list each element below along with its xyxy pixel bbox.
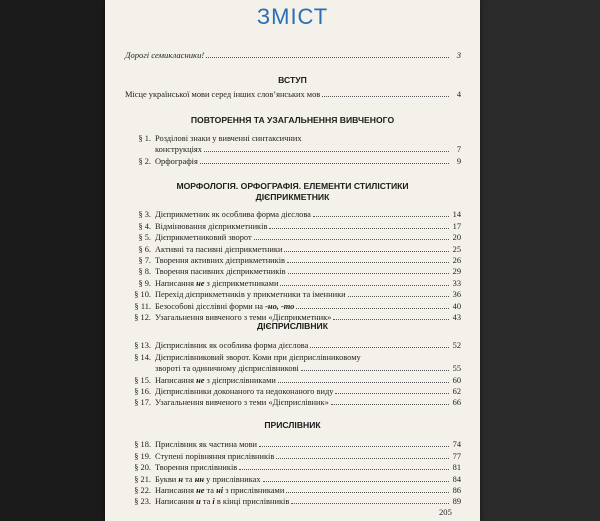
leader-dots bbox=[200, 163, 449, 164]
entry-number: § 10. bbox=[134, 290, 151, 299]
entry-page: 14 bbox=[452, 210, 461, 219]
leader-dots bbox=[333, 319, 449, 320]
toc-entry bbox=[125, 256, 461, 265]
entry-number: § 13. bbox=[134, 341, 151, 350]
leader-dots bbox=[348, 296, 449, 297]
entry-text: Творення активних дієприкметників bbox=[155, 256, 286, 265]
entry-text: Творення прислівників bbox=[155, 463, 238, 472]
entry-page: 40 bbox=[452, 302, 461, 311]
entry-text: Дієприслівниковий зворот. Коми при дієприслівниковому bbox=[155, 353, 361, 362]
leader-dots bbox=[259, 446, 449, 447]
entry-text: конструкціях bbox=[155, 145, 202, 154]
leader-dots bbox=[287, 262, 449, 263]
toc-entry bbox=[125, 290, 461, 299]
toc-entry bbox=[125, 497, 461, 506]
entry-text: Безособові дієслівні форми на -но, -то bbox=[155, 302, 295, 311]
intro-page: 3 bbox=[456, 50, 461, 60]
leader-dots bbox=[276, 458, 449, 459]
leader-dots bbox=[322, 96, 449, 97]
entry-text: Дієприслівники доконаного та недоконаного виду bbox=[155, 387, 334, 396]
entry-page: 17 bbox=[452, 222, 461, 231]
intro-entry bbox=[125, 50, 461, 60]
entry-number: § 15. bbox=[134, 376, 151, 385]
leader-dots bbox=[278, 382, 449, 383]
entry-page: 52 bbox=[452, 341, 461, 350]
entry-page: 77 bbox=[452, 452, 461, 461]
entry-page: 20 bbox=[452, 233, 461, 242]
leader-dots bbox=[284, 251, 449, 252]
entry-page: 81 bbox=[452, 463, 461, 472]
entry-number: § 23. bbox=[134, 497, 151, 506]
toc-entry bbox=[125, 440, 461, 449]
entry-page: 62 bbox=[452, 387, 461, 396]
background-right bbox=[480, 0, 600, 521]
entry-text: Написання не з дієприкметниками bbox=[155, 279, 279, 288]
section-heading-morphology: МОРФОЛОГІЯ. ОРФОГРАФІЯ. ЕЛЕМЕНТИ СТИЛІСТИКИ bbox=[176, 181, 409, 191]
entry-number: § 21. bbox=[134, 475, 151, 484]
entry-text: Творення пасивних дієприкметників bbox=[155, 267, 286, 276]
leader-dots bbox=[239, 469, 449, 470]
entry-page: 55 bbox=[452, 364, 461, 373]
entry-text: Прислівник як частина мови bbox=[155, 440, 258, 449]
background-left bbox=[0, 0, 105, 521]
entry-number: § 7. bbox=[138, 256, 151, 265]
entry-page: 33 bbox=[452, 279, 461, 288]
entry-page: 25 bbox=[452, 245, 461, 254]
toc-entry bbox=[125, 279, 461, 288]
entry-page: 84 bbox=[452, 475, 461, 484]
toc-entry-continued bbox=[125, 364, 461, 373]
entry-number: § 12. bbox=[134, 313, 151, 322]
entry-number: § 1. bbox=[138, 134, 151, 143]
entry-page: 9 bbox=[456, 157, 461, 166]
entry-text: Узагальнення вивченого з теми «Дієприкметник» bbox=[155, 313, 332, 322]
toc-entry bbox=[125, 475, 461, 484]
leader-dots bbox=[288, 273, 449, 274]
entry-text: Відмінювання дієприкметників bbox=[155, 222, 268, 231]
entry-text: Дієприслівник як особлива форма дієслова bbox=[155, 341, 309, 350]
entry-number: § 6. bbox=[138, 245, 151, 254]
leader-dots bbox=[263, 481, 449, 482]
leader-dots bbox=[286, 492, 449, 493]
entry-number: § 8. bbox=[138, 267, 151, 276]
entry-text: Перехід дієприкметників у прикметники та іменники bbox=[155, 290, 346, 299]
page-title: ЗМІСТ bbox=[256, 4, 329, 29]
toc-entry bbox=[125, 486, 461, 495]
entry-page: 29 bbox=[452, 267, 461, 276]
toc-entry bbox=[125, 353, 461, 362]
entry-number: § 22. bbox=[134, 486, 151, 495]
entry-number: § 11. bbox=[134, 302, 151, 311]
leader-dots bbox=[254, 239, 449, 240]
leader-dots bbox=[310, 347, 449, 348]
book-page bbox=[105, 0, 480, 521]
leader-dots bbox=[204, 151, 449, 152]
entry-number: § 14. bbox=[134, 353, 151, 362]
entry-text: Розділові знаки у вивченні синтаксичних bbox=[155, 134, 302, 143]
entry-text: Орфографія bbox=[155, 157, 198, 166]
toc-entry bbox=[125, 387, 461, 396]
entry-text: Букви н та нн у прислівниках bbox=[155, 475, 261, 484]
section-heading-adverbial-participle: ДІЄПРИСЛІВНИК bbox=[257, 321, 328, 331]
toc-entry bbox=[125, 134, 461, 143]
entry-number: § 5. bbox=[138, 233, 151, 242]
toc-entry bbox=[125, 157, 461, 166]
entry-page: 89 bbox=[452, 497, 461, 506]
entry-number: § 17. bbox=[134, 398, 151, 407]
leader-dots bbox=[280, 285, 449, 286]
intro-text: Дорогі семикласники! bbox=[125, 50, 205, 60]
entry-text: Дієприкметниковий зворот bbox=[155, 233, 252, 242]
toc-entry bbox=[125, 302, 461, 311]
leader-dots bbox=[313, 216, 449, 217]
entry-text: Написання не та ні з прислівниками bbox=[155, 486, 285, 495]
entry-text: звороті та одиничному дієприслівникові bbox=[155, 364, 299, 373]
toc-entry bbox=[125, 376, 461, 385]
toc-entry bbox=[125, 90, 461, 99]
leader-dots bbox=[206, 57, 449, 58]
entry-number: § 2. bbox=[138, 157, 151, 166]
section-heading-review: ПОВТОРЕННЯ ТА УЗАГАЛЬНЕННЯ ВИВЧЕНОГО bbox=[190, 115, 395, 125]
entry-number: § 19. bbox=[134, 452, 151, 461]
toc-entry bbox=[125, 233, 461, 242]
entry-number: § 18. bbox=[134, 440, 151, 449]
toc-entry bbox=[125, 452, 461, 461]
entry-number: § 9. bbox=[138, 279, 151, 288]
entry-number: § 3. bbox=[138, 210, 151, 219]
leader-dots bbox=[301, 370, 449, 371]
entry-number: § 16. bbox=[134, 387, 151, 396]
toc-entry bbox=[125, 398, 461, 407]
toc-entry bbox=[125, 341, 461, 350]
entry-text: Дієприкметник як особлива форма дієслова bbox=[155, 210, 311, 219]
entry-text: Місце української мови серед інших слов’янських мов bbox=[125, 90, 321, 99]
entry-text: Узагальнення вивченого з теми «Дієприслівник» bbox=[155, 398, 329, 407]
entry-text: Написання и та і в кінці прислівників bbox=[155, 497, 290, 506]
entry-page: 4 bbox=[456, 90, 461, 99]
toc-entry bbox=[125, 210, 461, 219]
page-number: 205 bbox=[439, 507, 452, 517]
leader-dots bbox=[296, 308, 449, 309]
toc-entry bbox=[125, 245, 461, 254]
entry-text: Ступені порівняння прислівників bbox=[155, 452, 275, 461]
entry-page: 86 bbox=[452, 486, 461, 495]
entry-text: Написання не з дієприслівниками bbox=[155, 376, 276, 385]
toc-entry bbox=[125, 222, 461, 231]
leader-dots bbox=[269, 228, 449, 229]
leader-dots bbox=[331, 404, 449, 405]
entry-page: 74 bbox=[452, 440, 461, 449]
section-heading-adverb: ПРИСЛІВНИК bbox=[264, 420, 321, 430]
entry-page: 36 bbox=[452, 290, 461, 299]
section-heading-participle: ДІЄПРИКМЕТНИК bbox=[255, 192, 330, 202]
entry-page: 66 bbox=[452, 398, 461, 407]
entry-page: 26 bbox=[452, 256, 461, 265]
leader-dots bbox=[291, 503, 449, 504]
entry-page: 43 bbox=[452, 313, 461, 322]
entry-number: § 20. bbox=[134, 463, 151, 472]
toc-entry-continued bbox=[125, 145, 461, 154]
toc-entry bbox=[125, 267, 461, 276]
toc-entry bbox=[125, 463, 461, 472]
entry-page: 60 bbox=[452, 376, 461, 385]
entry-number: § 4. bbox=[138, 222, 151, 231]
entry-page: 7 bbox=[456, 145, 461, 154]
entry-text: Активні та пасивні дієприкметники bbox=[155, 245, 283, 254]
leader-dots bbox=[335, 393, 449, 394]
section-heading-intro: ВСТУП bbox=[278, 75, 307, 85]
